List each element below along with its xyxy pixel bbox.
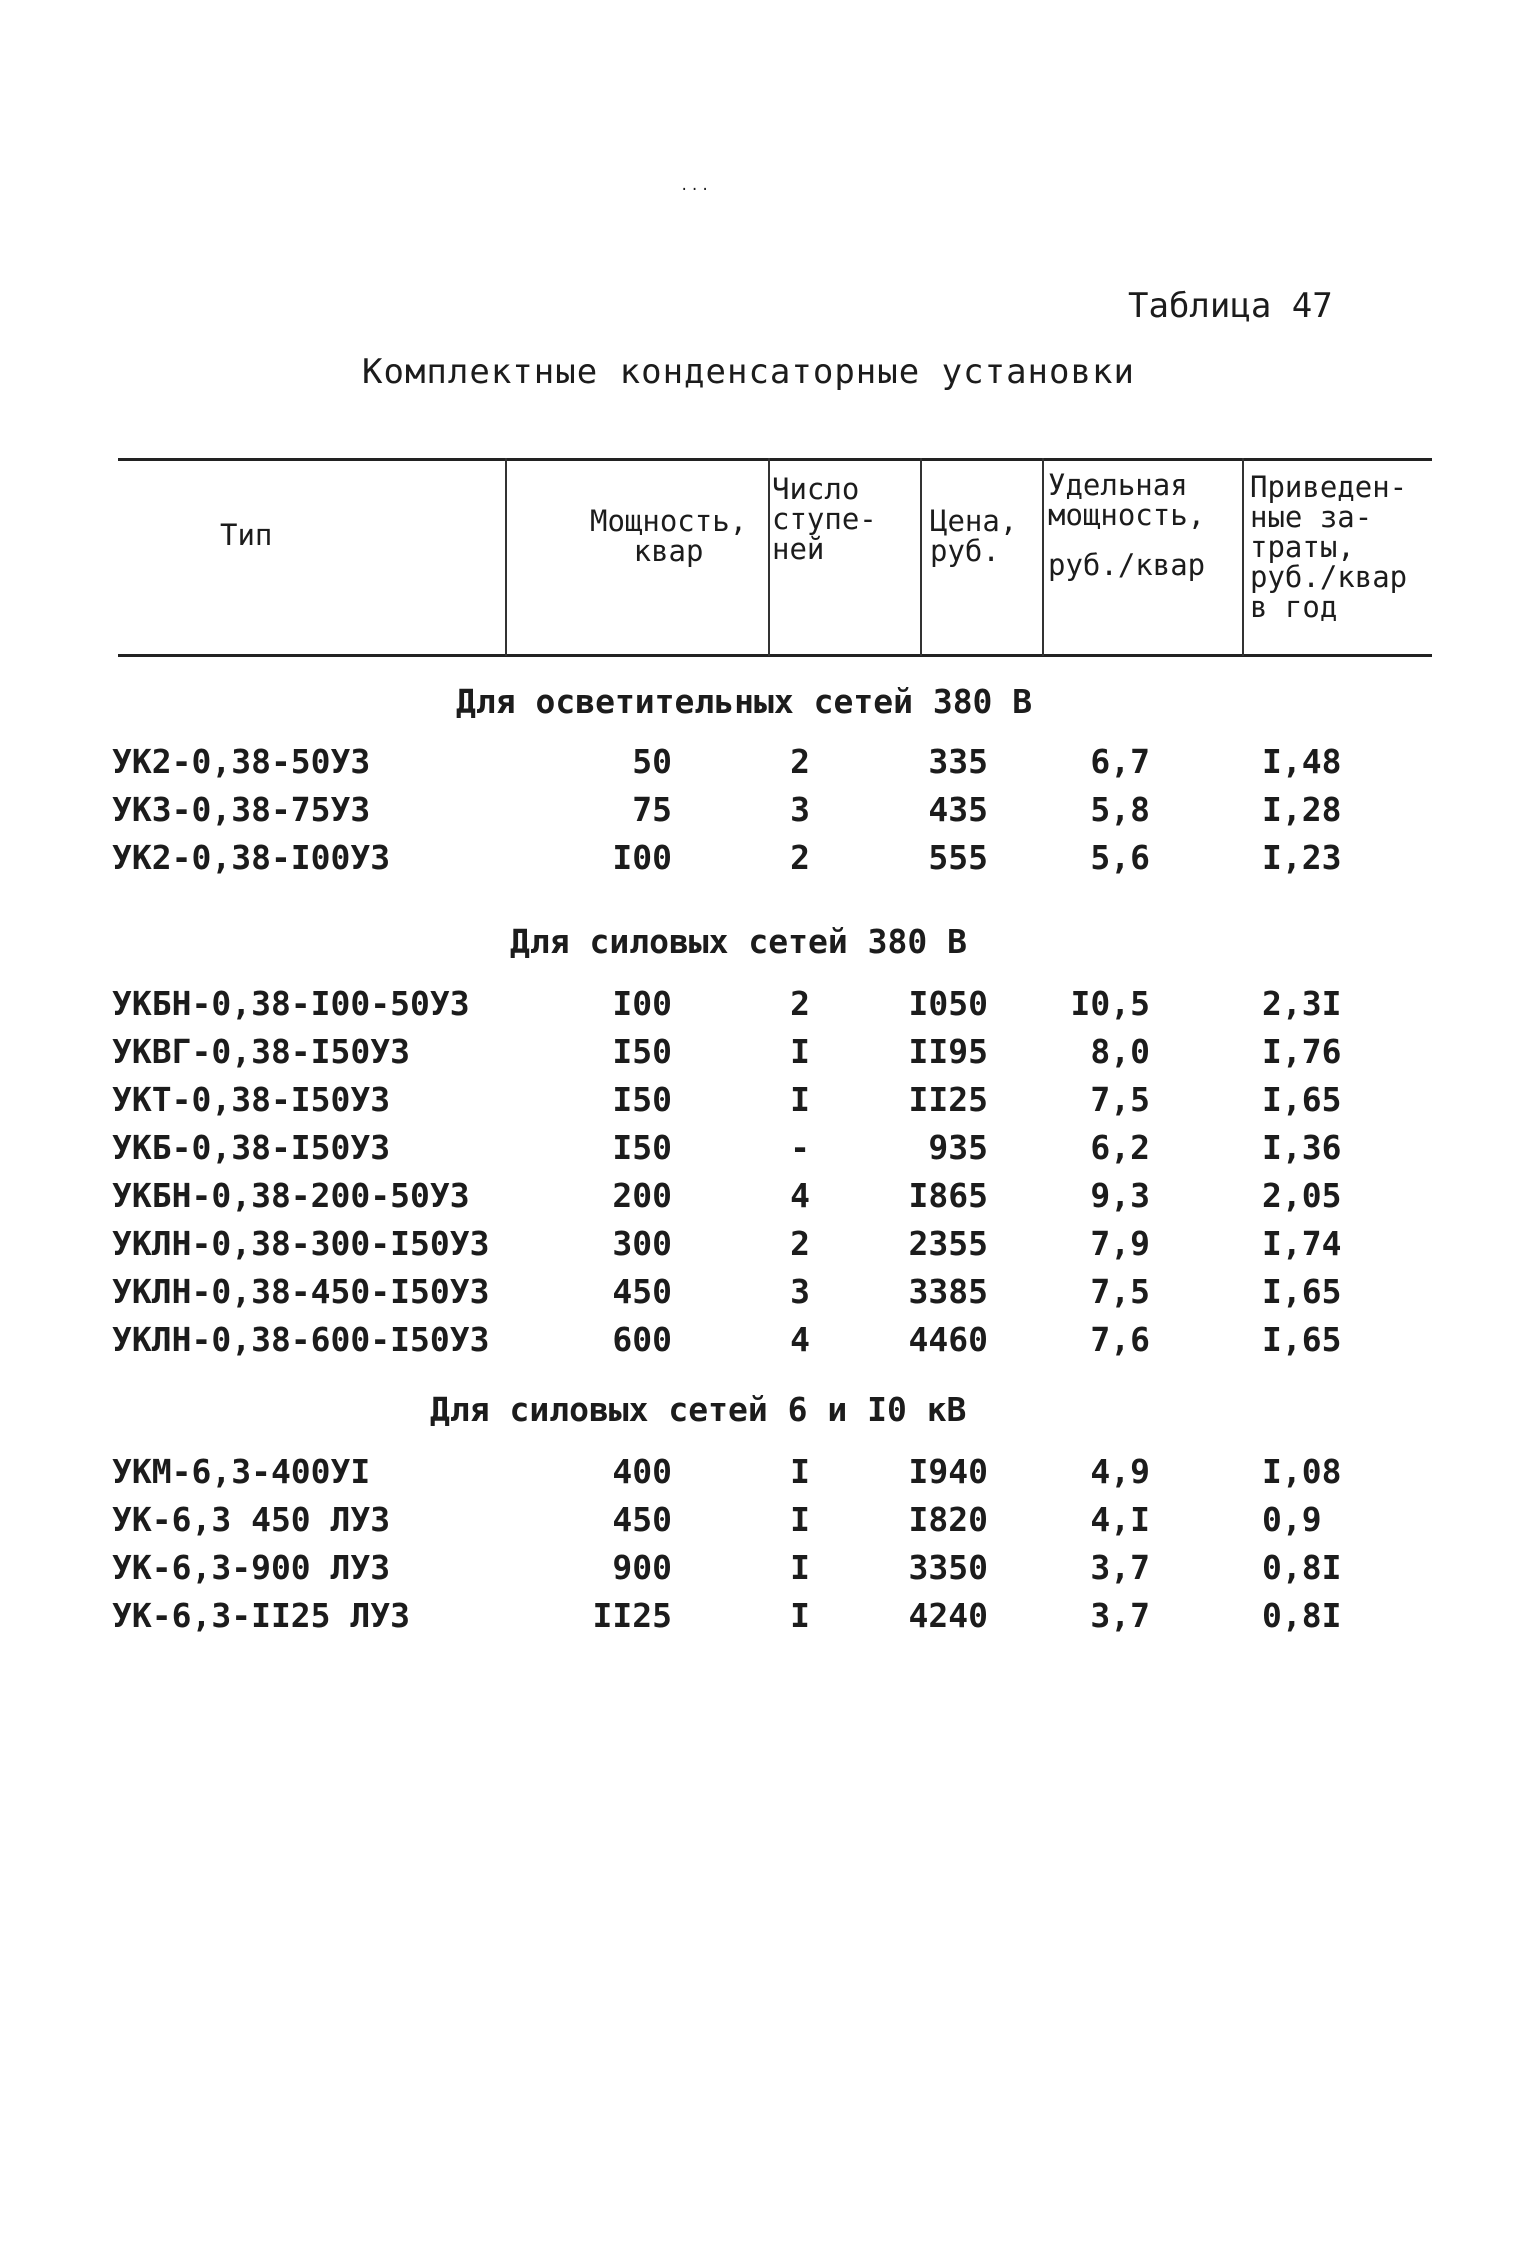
cell-power: 600 (612, 1320, 672, 1359)
cell-price: 335 (928, 742, 988, 781)
column-divider (505, 458, 507, 656)
cell-reduced: 0,8I (1262, 1596, 1342, 1635)
cell-reduced: I,23 (1262, 838, 1342, 877)
cell-steps: 4 (790, 1320, 810, 1359)
table-row (0, 742, 1536, 788)
section-title: Для силовых сетей 380 В (510, 922, 967, 961)
cell-specific: 3,7 (1090, 1548, 1150, 1587)
cell-steps: 2 (790, 1224, 810, 1263)
cell-type: УК2-0,38-I00УЗ (112, 838, 391, 877)
cell-specific: 7,5 (1090, 1080, 1150, 1119)
cell-steps: I (790, 1500, 810, 1539)
header-reduced-line: руб./квар (1250, 560, 1408, 594)
table-row (0, 1320, 1536, 1366)
cell-power: I00 (612, 984, 672, 1023)
table-row (0, 1596, 1536, 1642)
cell-type: УКЛН-0,38-600-I50УЗ (112, 1320, 490, 1359)
cell-steps: 2 (790, 984, 810, 1023)
cell-type: УКБН-0,38-I00-50УЗ (112, 984, 470, 1023)
header-specific-line: Удельная (1048, 468, 1188, 502)
cell-reduced: I,65 (1262, 1272, 1342, 1311)
cell-power: 450 (612, 1272, 672, 1311)
cell-reduced: I,76 (1262, 1032, 1342, 1071)
cell-type: УКЛН-0,38-300-I50УЗ (112, 1224, 490, 1263)
cell-steps: I (790, 1032, 810, 1071)
cell-power: 300 (612, 1224, 672, 1263)
cell-price: 3385 (908, 1272, 988, 1311)
cell-specific: 3,7 (1090, 1596, 1150, 1635)
column-divider (768, 458, 770, 656)
cell-reduced: I,65 (1262, 1080, 1342, 1119)
cell-steps: I (790, 1452, 810, 1491)
cell-price: 3350 (908, 1548, 988, 1587)
cell-price: II25 (908, 1080, 988, 1119)
cell-price: I865 (908, 1176, 988, 1215)
table-row (0, 984, 1536, 1030)
cell-power: I50 (612, 1128, 672, 1167)
cell-power: II25 (592, 1596, 672, 1635)
cell-price: 2355 (908, 1224, 988, 1263)
cell-reduced: 0,9 (1262, 1500, 1322, 1539)
cell-power: 450 (612, 1500, 672, 1539)
cell-specific: 8,0 (1090, 1032, 1150, 1071)
cell-type: УКБН-0,38-200-50УЗ (112, 1176, 470, 1215)
header-reduced-line: траты, (1250, 530, 1355, 564)
cell-steps: 3 (790, 790, 810, 829)
header-steps-line: ней (772, 532, 825, 566)
cell-price: 435 (928, 790, 988, 829)
header-price (930, 506, 1017, 566)
section-title: Для осветительных сетей 380 В (456, 682, 1033, 721)
cell-power: 200 (612, 1176, 672, 1215)
cell-reduced: 0,8I (1262, 1548, 1342, 1587)
column-divider (920, 458, 922, 656)
header-type: Тип (220, 518, 273, 552)
cell-power: I00 (612, 838, 672, 877)
table-row (0, 1176, 1536, 1222)
cell-specific: 5,6 (1090, 838, 1150, 877)
cell-steps: 4 (790, 1176, 810, 1215)
header-power (590, 506, 747, 566)
header-reduced-line: ные за- (1250, 500, 1373, 534)
cell-price: I940 (908, 1452, 988, 1491)
header-power-line: Мощность, (590, 504, 748, 538)
cell-specific: 7,9 (1090, 1224, 1150, 1263)
cell-steps: I (790, 1080, 810, 1119)
cell-type: УКБ-0,38-I50УЗ (112, 1128, 391, 1167)
header-reduced-line: Приведен- (1250, 470, 1408, 504)
table-row (0, 1128, 1536, 1174)
section-title: Для силовых сетей 6 и I0 кВ (430, 1390, 967, 1429)
cell-price: 4240 (908, 1596, 988, 1635)
table-row (0, 1452, 1536, 1498)
cell-power: 900 (612, 1548, 672, 1587)
header-steps-line: Число (772, 472, 860, 506)
cell-reduced: I,28 (1262, 790, 1342, 829)
table-row (0, 1500, 1536, 1546)
table-header-bottom-rule (118, 654, 1432, 657)
table-row (0, 790, 1536, 836)
cell-power: 400 (612, 1452, 672, 1491)
header-specific (1048, 470, 1205, 580)
cell-specific: 9,3 (1090, 1176, 1150, 1215)
header-power-line: квар (633, 534, 704, 568)
table-row (0, 1548, 1536, 1594)
table-title: Комплектные конденсаторные установки (362, 352, 1135, 392)
table-row (0, 1032, 1536, 1078)
header-price-line: руб. (930, 534, 1000, 568)
page-mark: ... (680, 178, 712, 194)
header-reduced-line: в год (1250, 590, 1338, 624)
cell-specific: 7,6 (1090, 1320, 1150, 1359)
cell-steps: 2 (790, 742, 810, 781)
cell-price: I820 (908, 1500, 988, 1539)
cell-specific: 5,8 (1090, 790, 1150, 829)
cell-specific: 6,7 (1090, 742, 1150, 781)
header-steps-line: ступе- (772, 502, 877, 536)
column-divider (1242, 458, 1244, 656)
cell-reduced: I,36 (1262, 1128, 1342, 1167)
cell-power: I50 (612, 1080, 672, 1119)
header-steps (772, 474, 877, 564)
cell-price: I050 (908, 984, 988, 1023)
cell-specific: 4,9 (1090, 1452, 1150, 1491)
header-price-line: Цена, (930, 504, 1018, 538)
cell-specific: I0,5 (1070, 984, 1150, 1023)
table-row (0, 1224, 1536, 1270)
table-number: Таблица 47 (1128, 286, 1333, 326)
table-row (0, 1272, 1536, 1318)
table-row (0, 1080, 1536, 1126)
header-specific-line: руб./квар (1048, 548, 1206, 582)
cell-price: 935 (928, 1128, 988, 1167)
header-reduced (1250, 472, 1407, 622)
cell-type: УК-6,3-II25 ЛУЗ (112, 1596, 411, 1635)
cell-steps: 2 (790, 838, 810, 877)
header-specific-line: мощность, (1048, 498, 1206, 532)
cell-price: II95 (908, 1032, 988, 1071)
cell-steps: I (790, 1596, 810, 1635)
column-divider (1042, 458, 1044, 656)
cell-specific: 7,5 (1090, 1272, 1150, 1311)
cell-type: УК3-0,38-75УЗ (112, 790, 371, 829)
cell-steps: I (790, 1548, 810, 1587)
cell-specific: 6,2 (1090, 1128, 1150, 1167)
cell-specific: 4,I (1090, 1500, 1150, 1539)
cell-type: УК2-0,38-50УЗ (112, 742, 371, 781)
cell-type: УКЛН-0,38-450-I50УЗ (112, 1272, 490, 1311)
cell-steps: 3 (790, 1272, 810, 1311)
cell-reduced: I,74 (1262, 1224, 1342, 1263)
cell-type: УКМ-6,3-400УI (112, 1452, 371, 1491)
cell-reduced: I,08 (1262, 1452, 1342, 1491)
table-row (0, 838, 1536, 884)
cell-power: 75 (632, 790, 672, 829)
cell-reduced: I,65 (1262, 1320, 1342, 1359)
cell-price: 4460 (908, 1320, 988, 1359)
cell-power: 50 (632, 742, 672, 781)
cell-price: 555 (928, 838, 988, 877)
cell-power: I50 (612, 1032, 672, 1071)
cell-reduced: 2,05 (1262, 1176, 1342, 1215)
cell-type: УКТ-0,38-I50УЗ (112, 1080, 391, 1119)
cell-reduced: 2,3I (1262, 984, 1342, 1023)
cell-type: УКВГ-0,38-I50УЗ (112, 1032, 411, 1071)
cell-type: УК-6,3 450 ЛУЗ (112, 1500, 391, 1539)
cell-type: УК-6,3-900 ЛУЗ (112, 1548, 391, 1587)
cell-steps: - (790, 1128, 810, 1167)
cell-reduced: I,48 (1262, 742, 1342, 781)
table-top-rule (118, 458, 1432, 461)
